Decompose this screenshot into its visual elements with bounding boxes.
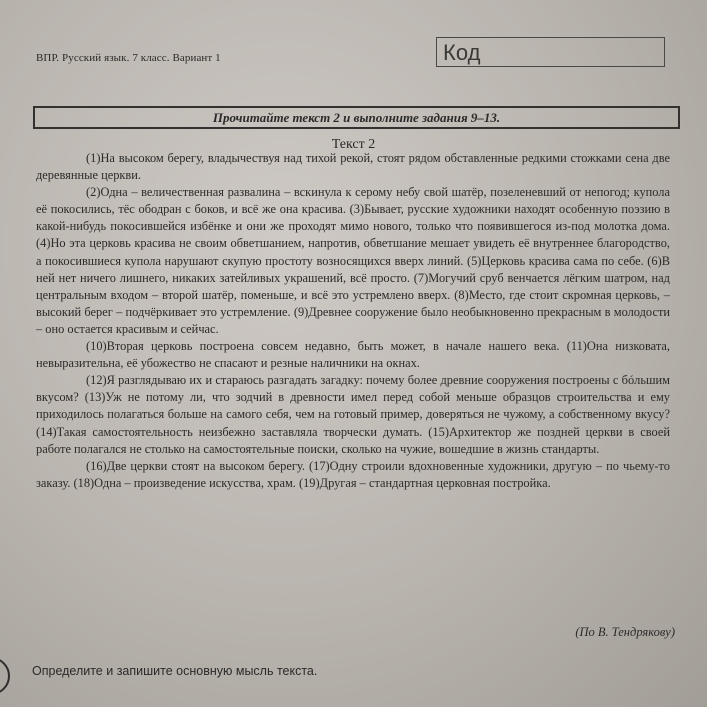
code-field[interactable]: Код — [436, 37, 665, 67]
text-body — [36, 150, 670, 492]
paragraph: (16)Две церкви стоят на высоком берегу. (17)Одну строили вдохновенные художники, другую – по чьему-то заказу. (18)Одна – произведение искусства, храм. (19)Другая – стандартная церковная постройка. — [36, 458, 670, 490]
paragraph: (2)Одна – величественная развалина – вскинула к серому небу свой шатёр, позеленевший от непогод; купола её покосились, тёс ободран с боков, и всё же она красива. (3)Бывает, русские художники находят особенную поэзию в какой-нибудь покосившейся избёнке и они же проходят мимо нового, только что появившегося из-под молотка дома. (4)Но эта церковь красива не своим обветшанием, напротив, обветшание мешает увидеть её внутреннее благородство, а покосившиеся купола нарушают скупую простоту возносящихся вверх линий. (5)Церковь красива сама по себе. (6)В ней нет ничего лишнего, никаких затейливых украшений, всё просто. (7)Могучий сруб венчается лёгким шатром, над центральным входом – второй шатёр, поменьше, и всё это устремлено вверх. (8)Место, где стоит скромная церковь, – высокий берег – подчёркивает это устремление. (9)Древнее сооружение было необыкновенно прекрасным в молодости – оно остается красивым и сейчас. — [36, 185, 670, 336]
paragraph: (1)На высоком берегу, владычествуя над тихой рекой, стоят рядом обставленные редкими стожками сена две деревянные церкви. — [36, 151, 670, 183]
header-title: ВПР. Русский язык. 7 класс. Вариант 1 — [36, 52, 221, 64]
task-number-circle — [0, 657, 10, 695]
task-instruction: Прочитайте текст 2 и выполните задания 9–13. — [33, 106, 680, 129]
text-title: Текст 2 — [331, 137, 376, 152]
paragraph: (10)Вторая церковь построена совсем недавно, быть может, в начале нашего века. (11)Она низковата, невыразительна, её убожество не спасают и резные наличники на окнах. — [36, 339, 670, 371]
question-text: Определите и запишите основную мысль текста. — [32, 664, 318, 678]
author-attribution: (По В. Тендрякову) — [575, 625, 675, 639]
paragraph: (12)Я разглядываю их и стараюсь разгадать загадку: почему более древние сооружения построены с бóльшим вкусом? (13)Уж не потому ли, что зодчий в древности имел перед собой меньше образцов строительства и ему приходилось полагаться больше на самого себя, чем на готовый пример, доверяться не чужому, а собственному вкусу? (14)Такая самостоятельность неизбежно заставляла творчески думать. (15)Архитектор же поздней церкви в своей работе полагался не столько на самостоятельные поиски, сколько на чужие, вошедшие в жизнь стандарты. — [36, 373, 670, 456]
